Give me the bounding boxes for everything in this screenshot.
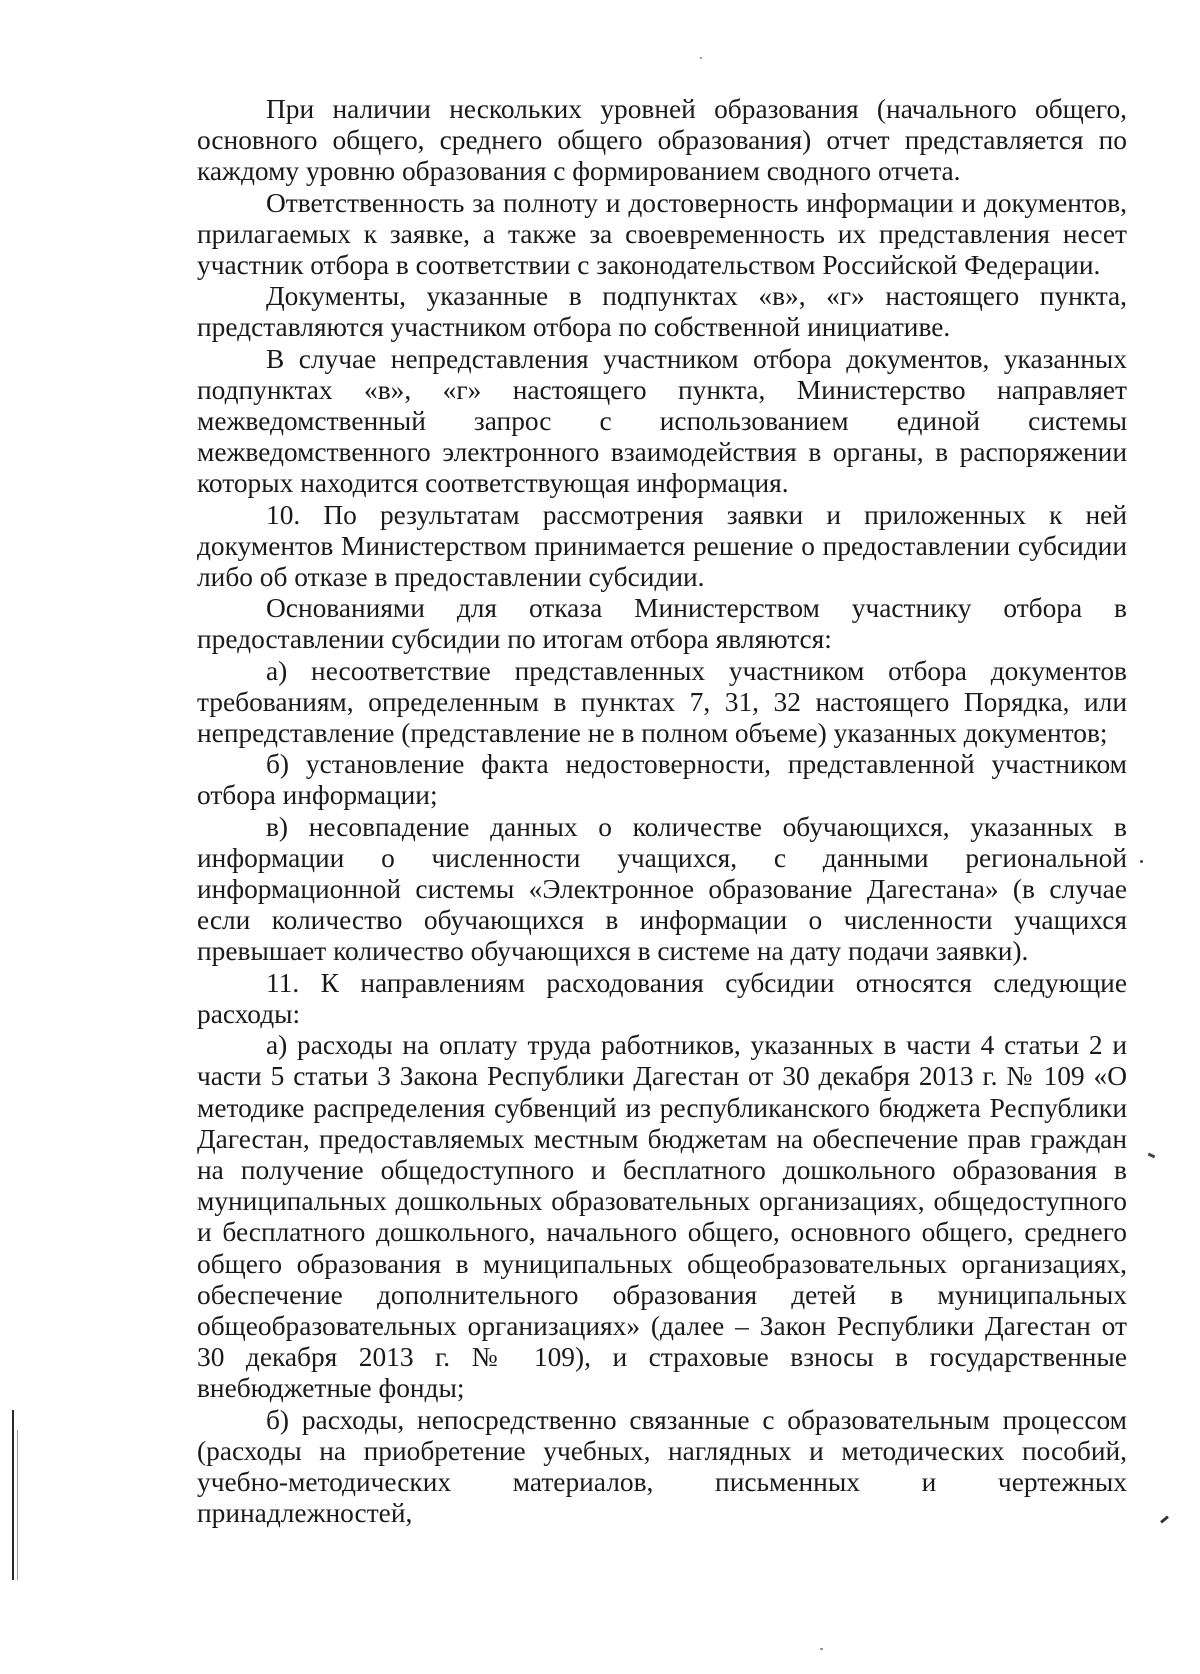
paragraph-item-10: 10. По результатам рассмотрения заявки и приложенных к ней документов Министерством принимается решение о предоставлении субсидии либо об отказе в предоставлении субсидии. <box>197 499 1127 593</box>
document-body <box>197 94 1127 1529</box>
paragraph-ground-v: в) несовпадение данных о количестве обучающихся, указанных в информации о численности учащихся, с данными региональной информационной системы «Электронное образование Дагестана» (в случае если количество обучающихся в информации о численности учащихся превышает количество обучающихся в системе на дату подачи заявки). <box>197 811 1127 967</box>
paragraph-expense-a: а) расходы на оплату труда работников, указанных в части 4 статьи 2 и части 5 статьи 3 Закона Республики Дагестан от 30 декабря 2013 г. № 109 «О методике распределения субвенций из республиканского бюджета Республики Дагестан, предоставляемых местным бюджетам на обеспечение прав граждан на получение общедоступного и бесплатного дошкольного образования в муниципальных дошкольных образовательных организациях, общедоступного и бесплатного дошкольного, начального общего, основного общего, среднего общего образования в муниципальных общеобразовательных организациях, обеспечение дополнительного образования детей в муниципальных общеобразовательных организациях» (далее – Закон Республики Дагестан от 30 декабря 2013 г. № 109), и страховые взносы в государственные внебюджетные фонды; <box>197 1030 1127 1404</box>
paragraph-documents-initiative: Документы, указанные в подпунктах «в», «г» настоящего пункта, представляются участником отбора по собственной инициативе. <box>197 281 1127 343</box>
scan-speck <box>1160 1515 1169 1523</box>
paragraph-refusal-grounds: Основаниями для отказа Министерством участнику отбора в предоставлении субсидии по итогам отбора являются: <box>197 593 1127 655</box>
paragraph-interagency-request: В случае непредставления участником отбора документов, указанных подпунктах «в», «г» настоящего пункта, Министерство направляет межведомственный запрос с использованием единой системы межведомственного электронного взаимодействия в органы, в распоряжении которых находится соответствующая информация. <box>197 343 1127 499</box>
scan-edge-line <box>12 1410 14 1580</box>
paragraph-ground-a: а) несоответствие представленных участником отбора документов требованиям, определенным в пунктах 7, 31, 32 настоящего Порядка, или непредставление (представление не в полном объеме) указанных документов; <box>197 655 1127 749</box>
scan-edge-line-faint <box>17 1430 18 1580</box>
paragraph-report-levels: При наличии нескольких уровней образования (начального общего, основного общего, среднего общего образования) отчет представляется по каждому уровню образования с формированием сводного отчета. <box>197 94 1127 187</box>
scan-speck <box>820 1648 823 1650</box>
scan-speck <box>700 57 702 59</box>
paragraph-responsibility: Ответственность за полноту и достоверность информации и документов, прилагаемых к заявке, а также за своевременность их представления несет участник отбора в соответствии с законодательством Российской Федерации. <box>197 187 1127 281</box>
paragraph-item-11: 11. К направлениям расходования субсидии относятся следующие расходы: <box>197 967 1127 1029</box>
paragraph-expense-b: б) расходы, непосредственно связанные с образовательным процессом (расходы на приобретение учебных, наглядных и методических пособий, учебно-методических материалов, письменных и чертежных принадлежностей, <box>197 1404 1127 1529</box>
scan-speck <box>1148 1153 1156 1159</box>
paragraph-ground-b: б) установление факта недостоверности, представленной участником отбора информации; <box>197 749 1127 811</box>
scan-speck <box>1140 860 1143 863</box>
